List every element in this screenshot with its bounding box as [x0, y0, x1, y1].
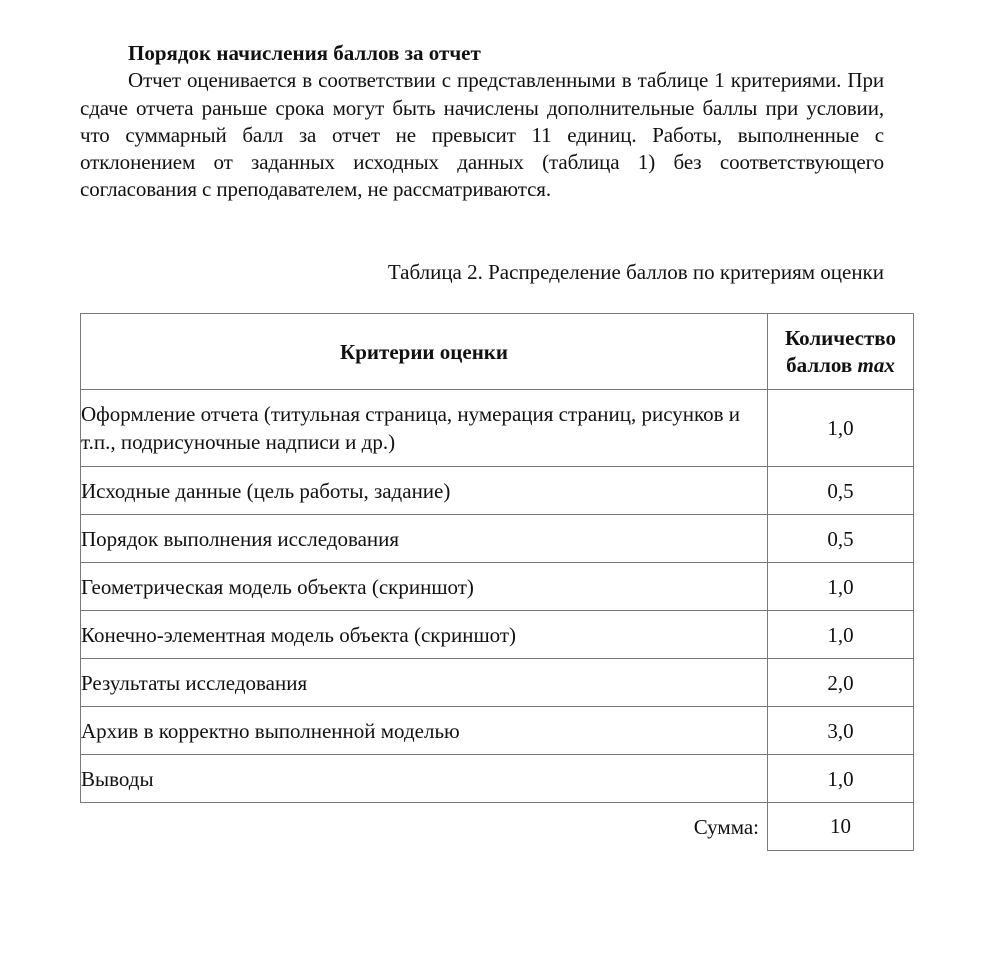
- criterion-cell: Геометрическая модель объекта (скриншот): [81, 563, 768, 611]
- criterion-cell: Архив в корректно выполненной моделью: [81, 707, 768, 755]
- criterion-cell: Порядок выполнения исследования: [81, 515, 768, 563]
- report-scoring-section: [80, 40, 884, 204]
- table-row: [81, 659, 914, 707]
- points-cell: 1,0: [768, 563, 914, 611]
- points-cell: 1,0: [768, 390, 914, 467]
- criteria-table: [80, 313, 914, 851]
- sum-row: [81, 803, 914, 851]
- points-cell: 0,5: [768, 467, 914, 515]
- table-row: [81, 390, 914, 467]
- criterion-cell: Оформление отчета (титульная страница, нумерация страниц, рисунков и т.п., подрисуночные надписи и др.): [81, 390, 768, 467]
- header-criteria: Критерии оценки: [81, 314, 768, 390]
- sum-label: Сумма:: [693, 814, 759, 839]
- points-cell: 1,0: [768, 611, 914, 659]
- header-points-line2: баллов: [786, 352, 858, 377]
- table-row: [81, 515, 914, 563]
- header-points-max: max: [857, 352, 895, 377]
- section-heading: Порядок начисления баллов за отчет: [128, 41, 481, 65]
- header-points-line1: Количество: [784, 325, 897, 350]
- points-cell: 0,5: [768, 515, 914, 563]
- criterion-cell: Исходные данные (цель работы, задание): [81, 467, 768, 515]
- table-row: [81, 707, 914, 755]
- table-row: [81, 611, 914, 659]
- header-points: [768, 314, 914, 390]
- points-cell: 2,0: [768, 659, 914, 707]
- table-row: [81, 755, 914, 803]
- criterion-cell: Выводы: [81, 755, 768, 803]
- section-paragraph: Отчет оценивается в соответствии с представленными в таблице 1 критериями. При сдаче отчета раньше срока могут быть начислены дополнительные баллы при условии, что суммарный балл за отчет не превысит 11 единиц. Работы, выполненные с отклонением от заданных исходных данных (таблица 1) без соответствующего согласования с преподавателем, не рассматриваются.: [80, 68, 884, 202]
- points-cell: 3,0: [768, 707, 914, 755]
- table-row: [81, 563, 914, 611]
- table-row: [81, 467, 914, 515]
- points-cell: 1,0: [768, 755, 914, 803]
- sum-value: 10: [768, 803, 914, 851]
- table-caption: Таблица 2. Распределение баллов по критериям оценки: [387, 260, 884, 284]
- table-header-row: [81, 314, 914, 390]
- criterion-cell: Конечно-элементная модель объекта (скриншот): [81, 611, 768, 659]
- criterion-cell: Результаты исследования: [81, 659, 768, 707]
